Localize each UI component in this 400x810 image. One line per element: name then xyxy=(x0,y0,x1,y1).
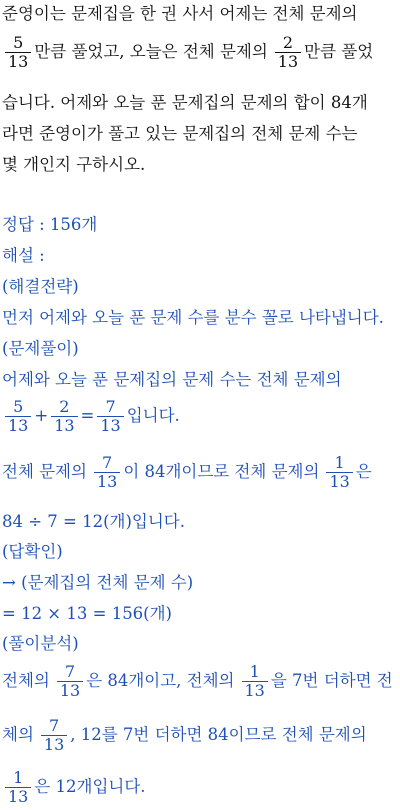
analysis-line-1: 전체의 $\frac{7}{13}$ 은 84개이고, 전체의 $\frac{1}{13}$ 을 7번 더하면 전 xyxy=(2,662,393,700)
solve-line-1: 어제와 오늘 푼 문제집의 문제 수는 전체 문제의 xyxy=(2,370,342,389)
explanation-label: 해설 : xyxy=(2,246,45,265)
solve-equation: $\frac{5}{13}$ + $\frac{2}{13}$ = $\frac{7}{13}$ 입니다. xyxy=(2,398,180,435)
fraction-2-13: $\frac{2}{13}$ xyxy=(51,398,77,435)
check-line-2: = 12 × 13 = 156(개) xyxy=(2,604,172,623)
fraction-7-13: $\frac{7}{13}$ xyxy=(97,398,123,435)
solve-heading: (문제풀이) xyxy=(2,339,79,358)
strategy-text: 먼저 어제와 오늘 푼 문제 수를 분수 꼴로 나타냅니다. xyxy=(2,308,384,327)
problem-line-3: 습니다. 어제와 오늘 푼 문제집의 문제의 합이 84개 xyxy=(2,93,368,112)
answer-line: 정답 : 156개 xyxy=(2,215,98,234)
fraction-7-13: $\frac{7}{13}$ xyxy=(94,454,120,491)
fraction-5-13: $\frac{5}{13}$ xyxy=(5,398,31,435)
fraction-1-13: $\frac{1}{13}$ xyxy=(326,454,352,491)
solve-line-3: 전체 문제의 $\frac{7}{13}$ 이 84개이므로 전체 문제의 $\frac{1}{13}$ 은 xyxy=(2,453,372,491)
check-line-1: → (문제집의 전체 문제 수) xyxy=(2,573,194,592)
analysis-line-3: $\frac{1}{13}$ 은 12개입니다. xyxy=(2,769,146,806)
fraction-7-13: $\frac{7}{13}$ xyxy=(41,717,67,754)
fraction-5-13: $\frac{5}{13}$ xyxy=(5,34,31,71)
problem-line-2: $\frac{5}{13}$ 만큼 풀었고, 오늘은 전체 문제의 $\frac{2}{13}$ 만큼 풀었 xyxy=(2,34,373,71)
check-heading: (답확인) xyxy=(2,542,63,561)
analysis-heading: (풀이분석) xyxy=(2,634,79,653)
analysis-line-2: 체의 $\frac{7}{13}$ , 12를 7번 더하면 84이므로 전체 문제의 xyxy=(2,716,367,754)
problem-line-5: 몇 개인지 구하시오. xyxy=(2,155,146,174)
fraction-1-13: $\frac{1}{13}$ xyxy=(5,769,31,806)
problem-line-4: 라면 준영이가 풀고 있는 문제집의 전체 문제 수는 xyxy=(2,124,358,143)
fraction-1-13: $\frac{1}{13}$ xyxy=(242,663,268,700)
problem-line-1: 준영이는 문제집을 한 권 사서 어제는 전체 문제의 xyxy=(2,4,358,23)
fraction-2-13: $\frac{2}{13}$ xyxy=(275,34,301,71)
strategy-heading: (해결전략) xyxy=(2,277,79,296)
solve-line-4: 84 ÷ 7 = 12(개)입니다. xyxy=(2,512,185,531)
fraction-7-13: $\frac{7}{13}$ xyxy=(57,663,83,700)
